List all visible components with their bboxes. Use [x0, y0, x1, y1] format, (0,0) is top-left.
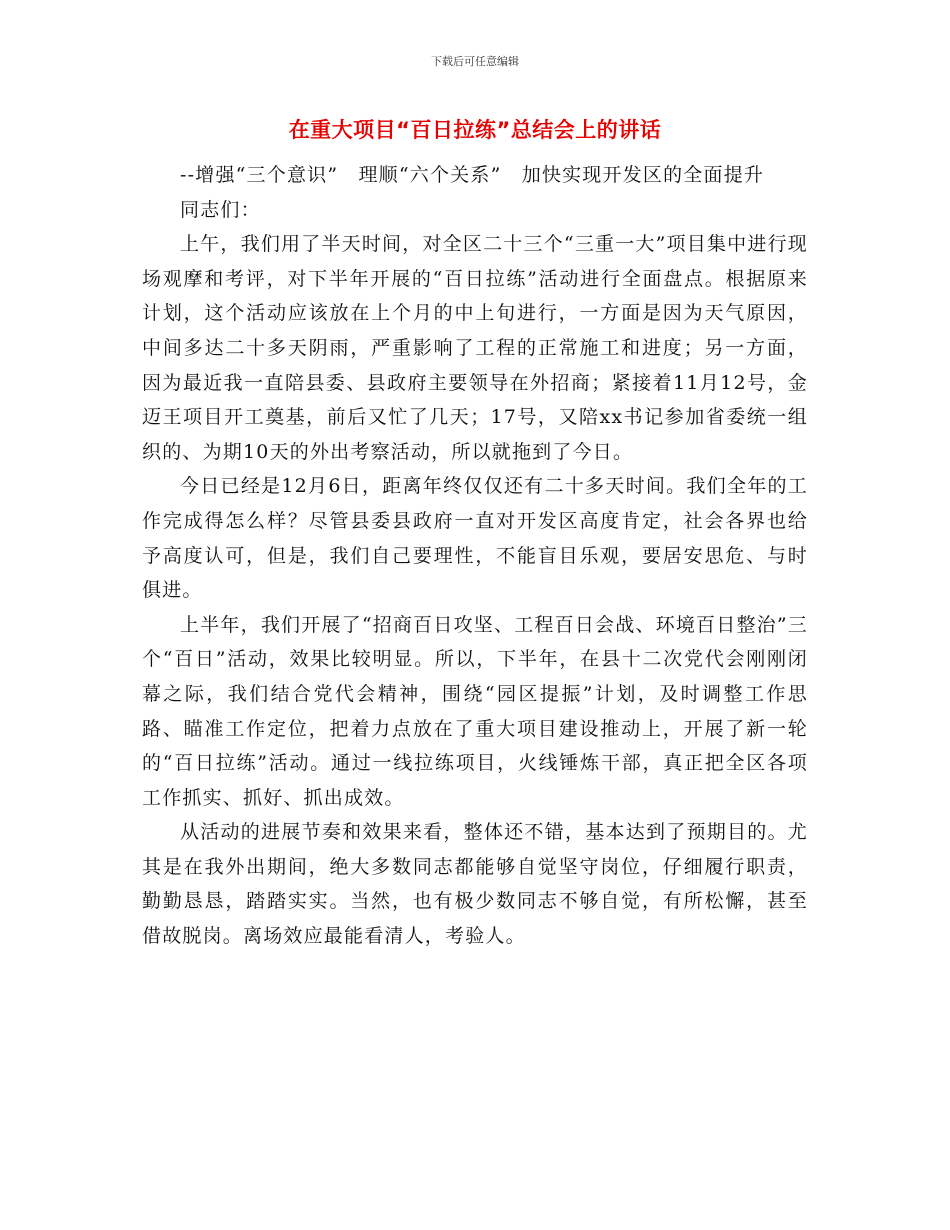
subtitle: --增强“三个意识” 理顺“六个关系” 加快实现开发区的全面提升 [180, 164, 765, 186]
greeting: 同志们： [180, 198, 261, 221]
paragraph-1: 上午，我们用了半天时间，对全区二十三个“三重一大”项目集中进行现场观摩和考评，对下半年开展的“百日拉练”活动进行全面盘点。根据原来计划，这个活动应该放在上个月的中上旬进行，一方面是因为天气原因，中间多达二十多天阴雨，严重影响了工程的正常施工和进度；另一方面，因为最近我一直陪县委、县政府主要领导在外招商；紧接着11月12号，金迈王项目开工奠基，前后又忙了几天；17号，又陪xx书记参加省委统一组织的、为期10天的外出考察活动，所以就拖到了今日。 [142, 233, 808, 463]
document-title: 在重大项目“百日拉练”总结会上的讲话 [288, 118, 662, 142]
header-note: 下载后可任意编辑 [431, 55, 519, 68]
document-body [142, 158, 808, 954]
paragraph-2: 今日已经是12月6日，距离年终仅仅还有二十多天时间。我们全年的工作完成得怎么样？尽管县委县政府一直对开发区高度肯定，社会各界也给予高度认可，但是，我们自己要理性，不能盲目乐观，要居安思危、与时俱进。 [142, 475, 808, 602]
paragraph-3: 上半年，我们开展了“招商百日攻坚、工程百日会战、环境百日整治”三个“百日”活动，效果比较明显。所以，下半年，在县十二次党代会刚刚闭幕之际，我们结合党代会精神，围绕“园区提振”计划，及时调整工作思路、瞄准工作定位，把着力点放在了重大项目建设推动上，开展了新一轮的“百日拉练”活动。通过一线拉练项目，火线锤炼干部，真正把全区各项工作抓实、抓好、抓出成效。 [142, 613, 808, 809]
paragraph-4: 从活动的进展节奏和效果来看，整体还不错，基本达到了预期目的。尤其是在我外出期间，绝大多数同志都能够自觉坚守岗位，仔细履行职责，勤勤恳恳，踏踏实实。当然，也有极少数同志不够自觉，有所松懈，甚至借故脱岗。离场效应最能看清人，考验人。 [142, 821, 808, 948]
